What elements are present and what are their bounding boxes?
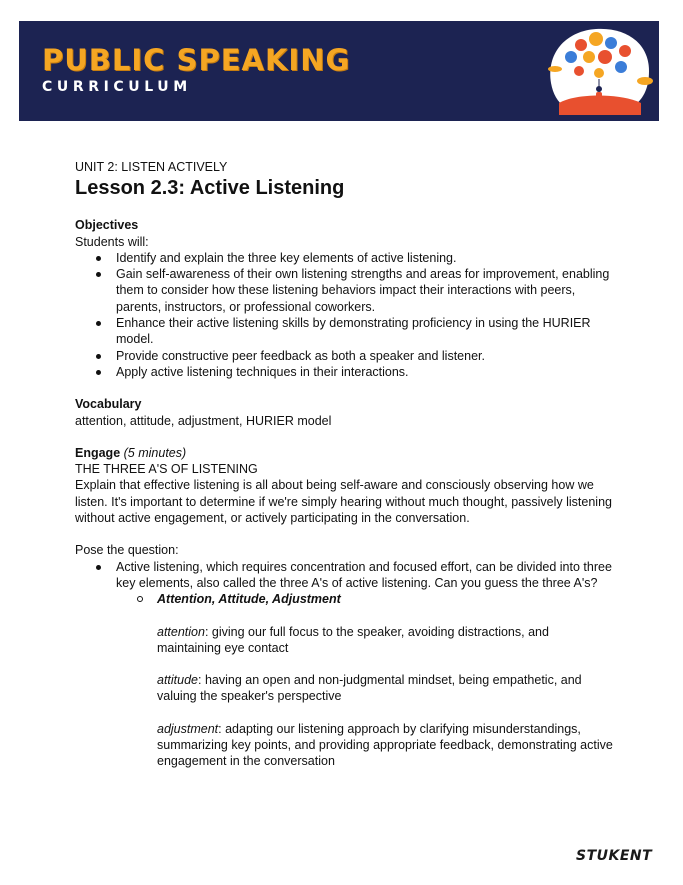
definition-term: attitude [157,673,199,688]
objectives-list [75,250,615,380]
answer-attitude: Attitude [218,592,266,607]
list-item [75,315,615,348]
objective-text: Apply active listening techniques in their interactions. [116,364,409,379]
objectives-intro: Students will: [75,234,149,249]
list-item [75,559,615,592]
vocabulary-heading: Vocabulary [75,397,142,412]
lesson-title: Lesson 2.3: Active Listening [75,177,345,200]
stukent-logo: STUKENT [576,848,653,864]
definition-attention [75,624,615,657]
list-item [75,364,615,380]
answer-separator: , [265,592,273,607]
objective-text: Enhance their active listening skills by demonstrating proficiency in using the HURIER model. [116,316,591,347]
bullet-icon [96,354,101,359]
objectives-heading: Objectives [75,218,139,233]
definition-attitude [75,672,615,705]
engage-duration: (5 minutes) [123,445,187,460]
objective-text: Gain self-awareness of their own listening strengths and areas for improvement, enabling them to consider how these listening behaviors impact their interactions with peers, parents, instructors, or professional coworkers. [116,267,610,314]
hollow-bullet-icon [137,596,143,602]
engage-label: Engage [75,445,121,460]
bullet-icon [96,272,101,277]
engage-heading [75,445,615,461]
answer-attention: Attention [157,592,212,607]
objective-text: Provide constructive peer feedback as both a speaker and listener. [116,348,485,363]
unit-label: UNIT 2: LISTEN ACTIVELY [75,160,228,174]
engage-subheading: THE THREE A'S OF LISTENING [75,462,258,477]
speaker-idea-balloons-illustration [541,23,655,119]
vocabulary-terms: attention, attitude, adjustment, HURIER model [75,413,332,428]
lesson-content [75,159,615,770]
objective-text: Identify and explain the three key elements of active listening. [116,250,457,265]
definition-term: adjustment [157,721,219,736]
answer-line [75,591,615,607]
list-item [75,250,615,266]
list-item [75,348,615,364]
answer-separator: , [211,592,219,607]
bullet-icon [96,565,101,570]
answer-adjustment: Adjustment [272,592,341,607]
definition-text: : having an open and non-judgmental mindset, being empathetic, and valuing the speaker's perspective [157,673,582,704]
definition-term: attention [157,624,205,639]
question-text: Active listening, which requires concentration and focused effort, can be divided into three key elements, also called the three A's of active listening. Can you guess the three A's? [116,559,612,590]
definition-adjustment [75,721,615,770]
definition-text: : adapting our listening approach by clarifying misunderstandings, summarizing key points, and providing appropriate feedback, demonstrating active engagement in the conversation [157,721,613,769]
banner-subtitle: CURRICULUM [42,79,192,95]
list-item [75,266,615,315]
bullet-icon [96,256,101,261]
pose-question-label: Pose the question: [75,543,179,558]
header-banner [19,21,659,121]
bullet-icon [96,321,101,326]
definition-text: : giving our full focus to the speaker, avoiding distractions, and maintaining eye contact [157,624,549,655]
banner-title: PUBLIC SPEAKING [42,43,351,77]
question-list [75,559,615,592]
bullet-icon [96,370,101,375]
engage-paragraph: Explain that effective listening is all about being self-aware and consciously observing how we listen. It's important to determine if we're simply hearing without much thought, passively listening without active engagement, or actively participating in the conversation. [75,478,612,526]
